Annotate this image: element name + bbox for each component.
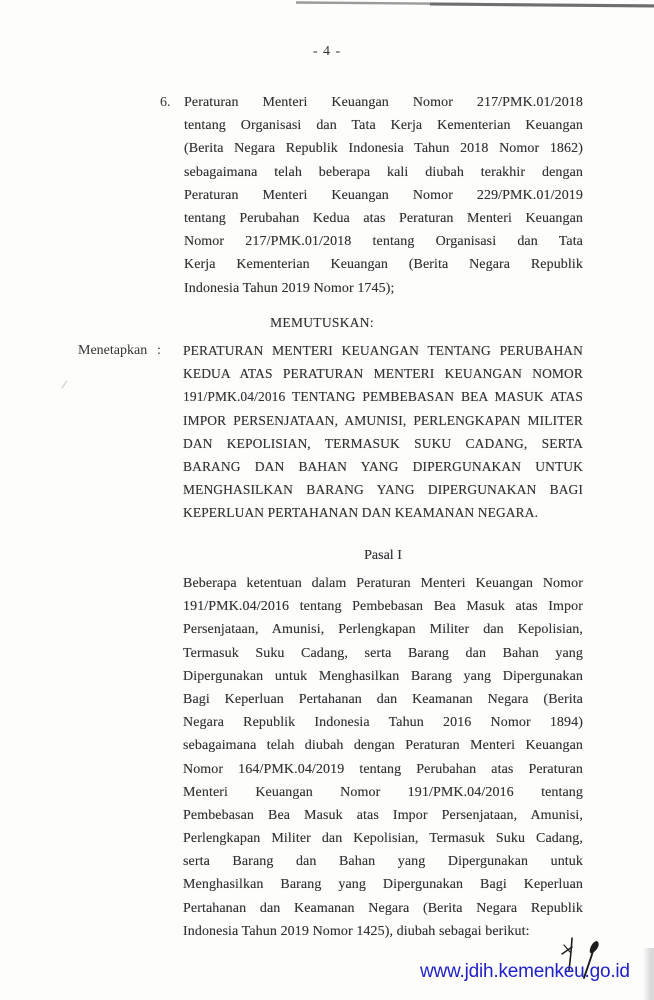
text-line: DAN KEPOLISIAN, TERMASUK SUKU CADANG, SERTA <box>183 435 583 451</box>
text-line: Nomor 217/PMK.01/2018 tentang Organisasi dan Tata <box>184 234 583 250</box>
memutuskan-heading: MEMUTUSKAN: <box>270 315 374 330</box>
text-line: (Berita Negara Republik Indonesia Tahun 2018 Nomor 1862) <box>184 141 583 157</box>
text-line: 191/PMK.04/2016 tentang Pembebasan Bea Masuk atas Impor <box>183 599 583 615</box>
text-line: Peraturan Menteri Keuangan Nomor 217/PMK.01/2018 <box>184 95 583 110</box>
text-line: Bagi Keperluan Pertahanan dan Keamanan Negara (Berita <box>183 691 583 707</box>
pasal-1-body <box>183 572 583 943</box>
text-line: IMPOR PERSENJATAAN, AMUNISI, PERLENGKAPAN MILITER <box>183 412 583 428</box>
text-line: KEDUA ATAS PERATURAN MENTERI KEUANGAN NOMOR <box>183 366 583 382</box>
text-line: Perlengkapan Militer dan Kepolisian, Termasuk Suku Cadang, <box>183 831 583 847</box>
text-line: Pembebasan Bea Masuk atas Impor Persenjataan, Amunisi, <box>183 807 583 823</box>
text-line: sebagaimana telah diubah dengan Peraturan Menteri Keuangan <box>183 738 583 754</box>
text-line: Indonesia Tahun 2019 Nomor 1425), diubah sebagai berikut: <box>183 923 530 939</box>
text-line: BARANG DAN BAHAN YANG DIPERGUNAKAN UNTUK <box>183 458 583 474</box>
scan-artifact-top-bar <box>0 0 654 10</box>
menetapkan-clause <box>78 339 583 525</box>
text-line: tentang Organisasi dan Tata Kerja Kementerian Keuangan <box>184 118 583 134</box>
text-line: Menghasilkan Barang yang Dipergunakan Bagi Keperluan <box>183 877 583 893</box>
text-line: PERATURAN MENTERI KEUANGAN TENTANG PERUBAHAN <box>183 343 583 358</box>
text-line: Termasuk Suku Cadang, serta Barang dan Bahan yang <box>183 645 583 661</box>
text-line: Peraturan Menteri Keuangan Nomor 229/PMK.01/2019 <box>184 187 583 203</box>
text-line: MENGHASILKAN BARANG YANG DIPERGUNAKAN BAGI <box>183 482 583 498</box>
scan-artifact-page-edge <box>643 948 654 1000</box>
pasal-1-heading: Pasal I <box>364 548 402 563</box>
text-line: Dipergunakan untuk Menghasilkan Barang yang Dipergunakan <box>183 668 583 684</box>
text-line: Persenjataan, Amunisi, Perlengkapan Militer dan Kepolisian, <box>183 622 583 638</box>
text-line: Pertahanan dan Keamanan Negara (Berita Negara Republik <box>183 900 583 916</box>
text-line: KEPERLUAN PERTAHANAN DAN KEAMANAN NEGARA. <box>183 505 539 521</box>
jdih-kemenkeu-watermark: www.jdih.kemenkeu.go.id <box>420 961 630 982</box>
text-line: Nomor 164/PMK.04/2019 tentang Perubahan atas Peraturan <box>183 761 583 777</box>
text-line: Menteri Keuangan Nomor 191/PMK.04/2016 tentang <box>183 784 583 800</box>
text-line: Beberapa ketentuan dalam Peraturan Menteri Keuangan Nomor <box>183 576 583 591</box>
text-line: 191/PMK.04/2016 TENTANG PEMBEBASAN BEA MASUK ATAS <box>183 389 583 405</box>
page-number: - 4 - <box>312 44 342 59</box>
menetapkan-colon: : <box>157 343 161 358</box>
consideration-item-6-text <box>184 91 583 300</box>
text-line: tentang Perubahan Kedua atas Peraturan Menteri Keuangan <box>184 210 583 226</box>
scan-artifact-mark <box>61 381 67 389</box>
text-line: Negara Republik Indonesia Tahun 2016 Nomor 1894) <box>183 715 583 731</box>
menetapkan-label: Menetapkan <box>78 343 148 358</box>
text-line: Kerja Kementerian Keuangan (Berita Negara Republik <box>184 257 583 273</box>
list-item-number: 6. <box>160 95 171 110</box>
consideration-item-6 <box>160 91 583 300</box>
text-line: Indonesia Tahun 2019 Nomor 1745); <box>184 280 395 296</box>
menetapkan-text <box>183 339 583 525</box>
text-line: serta Barang dan Bahan yang Dipergunakan untuk <box>183 854 583 870</box>
text-line: sebagaimana telah beberapa kali diubah terakhir dengan <box>184 164 583 180</box>
